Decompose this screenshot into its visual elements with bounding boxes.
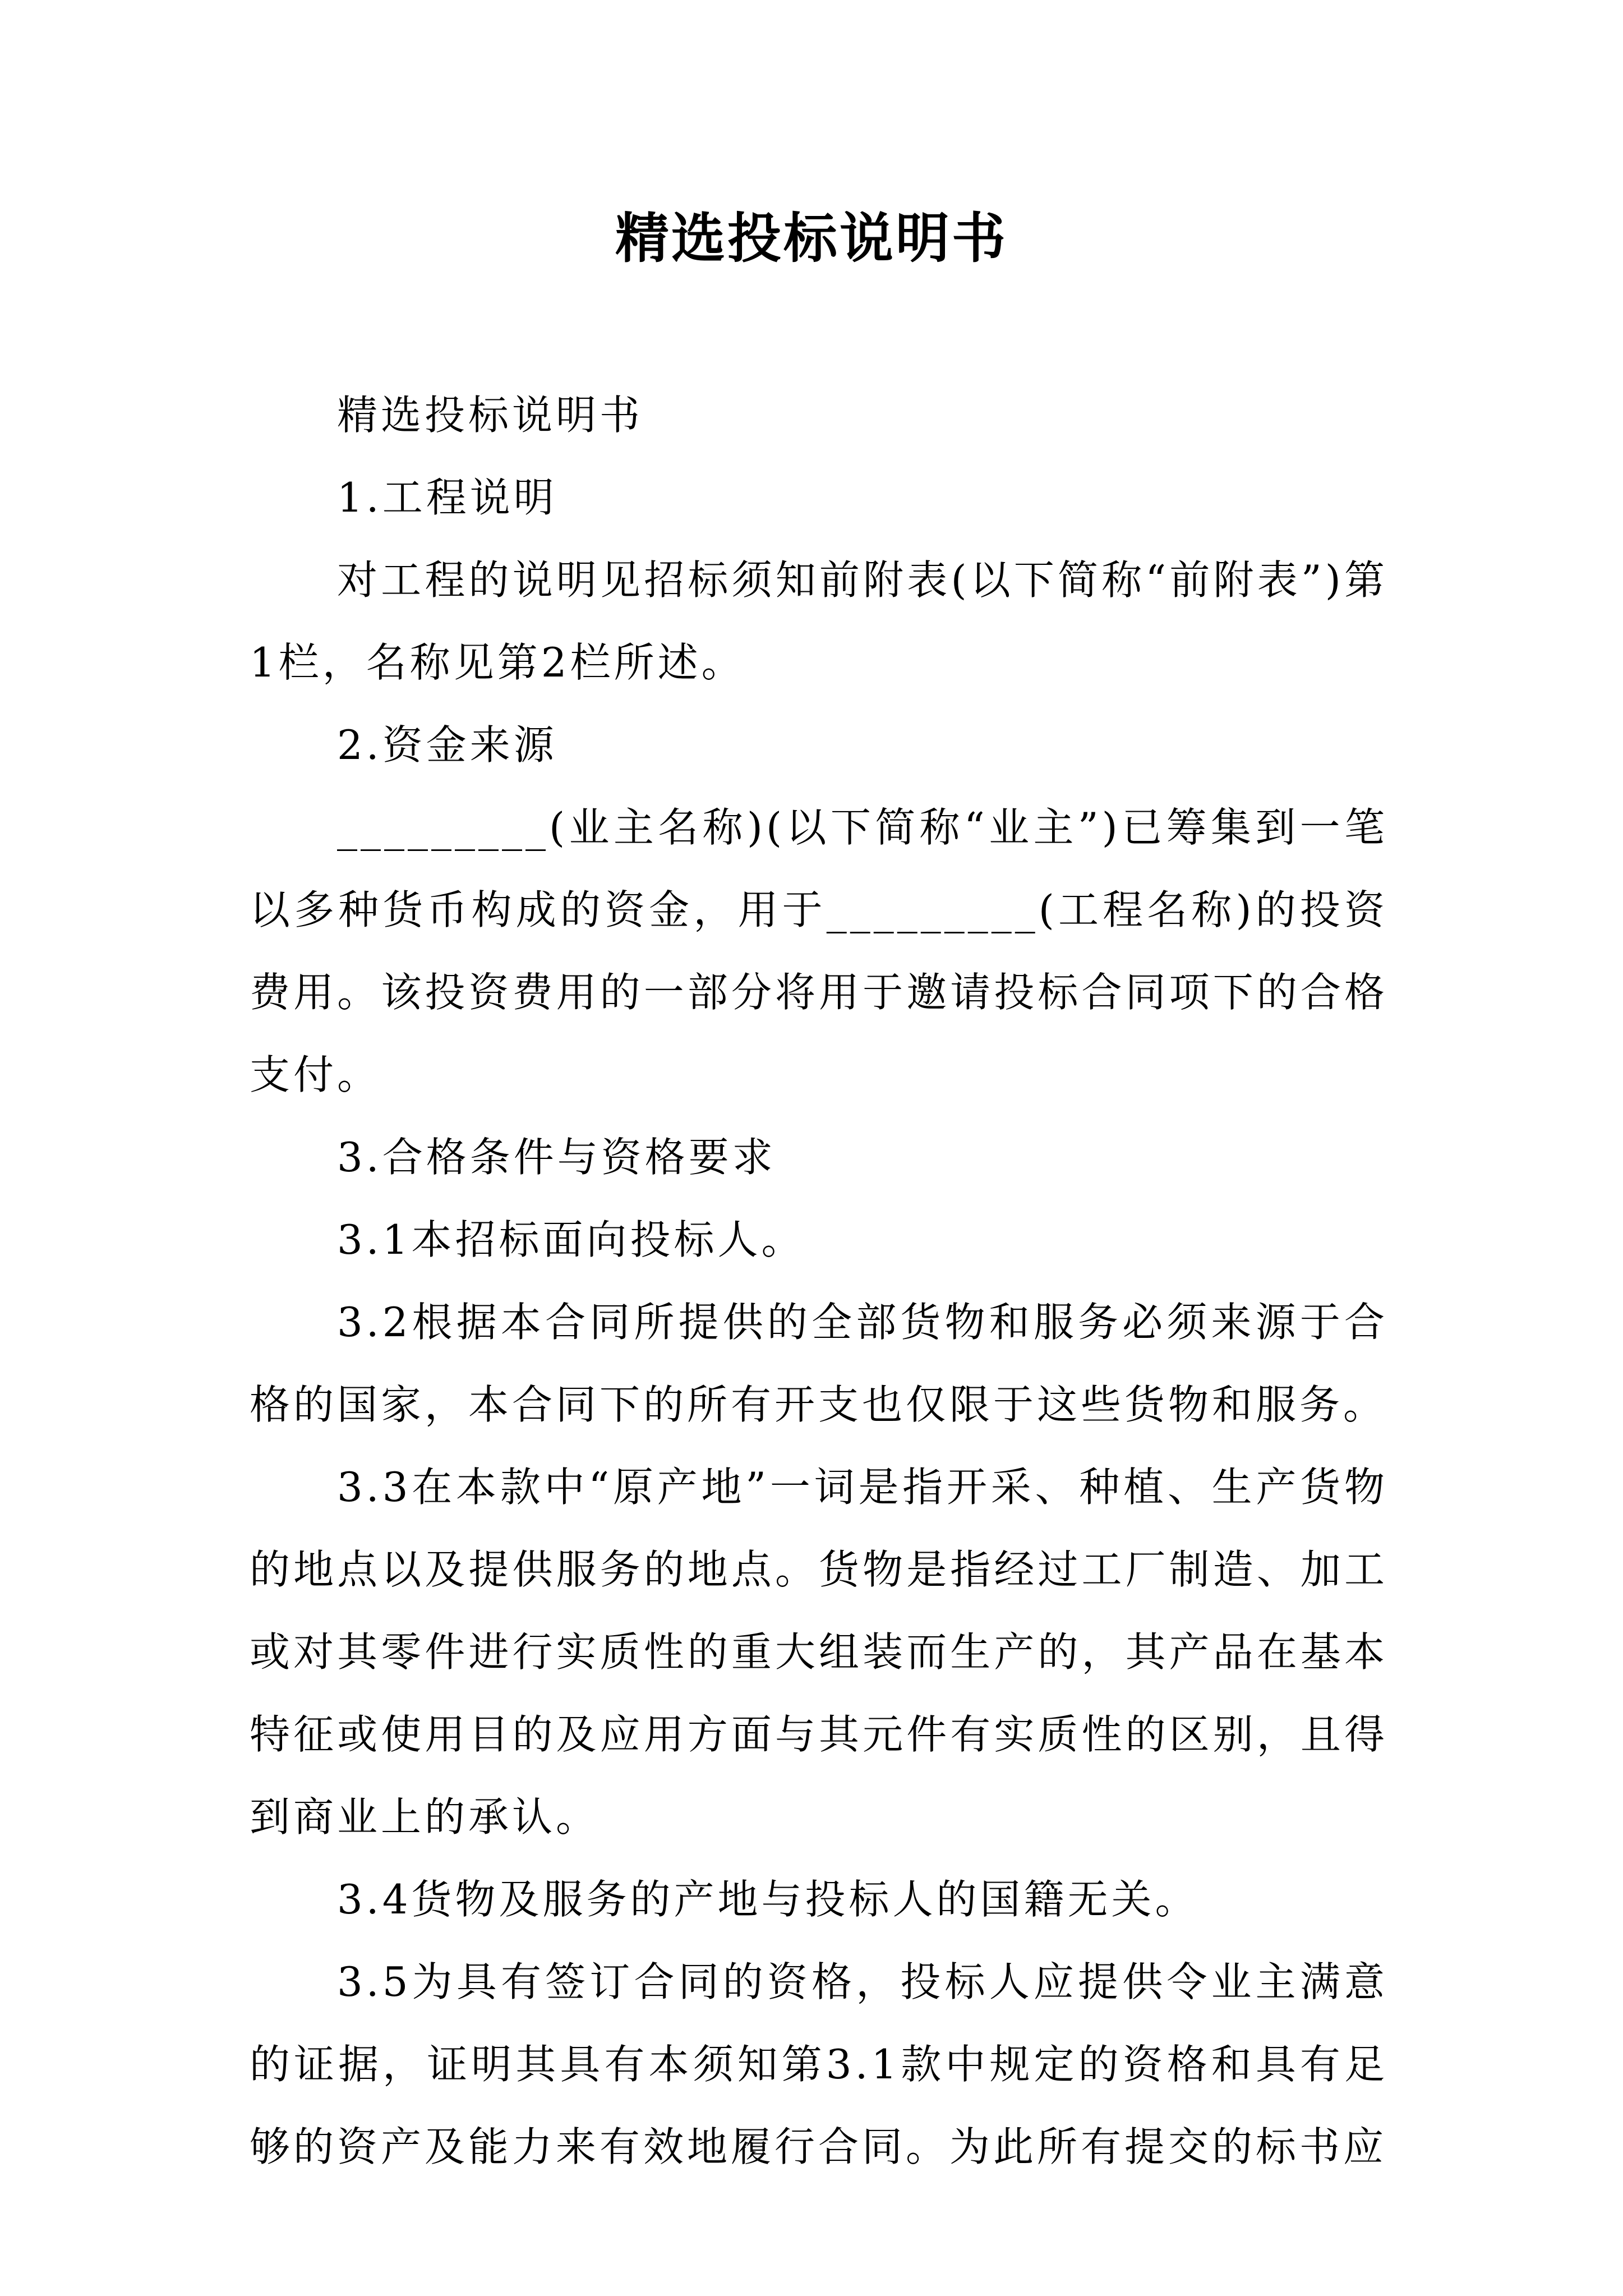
section-1-heading: 1.工程说明 <box>337 474 557 521</box>
section-2-heading: 2.资金来源 <box>337 721 557 769</box>
document-title: 精选投标说明书 <box>615 207 1008 270</box>
clause-3-5: 3.5为具有签订合同的资格，投标人应提供令业主满意的证据，证明其具有本须知第3.1款中规定的资格和具有足够的资产及能力来有效地履行合同。为此所有提交的标书应 <box>250 1958 1388 2170</box>
clause-3-1: 3.1本招标面向投标人。 <box>337 1216 805 1263</box>
section-3-heading: 3.合格条件与资格要求 <box>337 1134 776 1181</box>
clause-3-2: 3.2根据本合同所提供的全部货物和服务必须来源于合格的国家，本合同下的所有开支也仅限于这些货物和服务。 <box>250 1299 1388 1428</box>
clause-3-4: 3.4货物及服务的产地与投标人的国籍无关。 <box>337 1876 1199 1923</box>
clause-3-3: 3.3在本款中“原产地”一词是指开采、种植、生产货物的地点以及提供服务的地点。货物是指经过工厂制造、加工或对其零件进行实质性的重大组装而生产的，其产品在基本特征或使用目的及应用方面与其元件有实质性的区别，且得到商业上的承认。 <box>250 1464 1388 1841</box>
paragraph-heading-repeat: 精选投标说明书 <box>337 392 644 439</box>
document-body <box>250 374 1388 2188</box>
section-2-text: _________(业主名称)(以下简称“业主”)已筹集到一笔以多种货币构成的资金，用于_________(工程名称)的投资费用。该投资费用的一部分将用于邀请投标合同项下的合格支付。 <box>250 804 1388 1098</box>
section-1-text: 对工程的说明见招标须知前附表(以下简称“前附表”)第1栏，名称见第2栏所述。 <box>250 556 1388 686</box>
